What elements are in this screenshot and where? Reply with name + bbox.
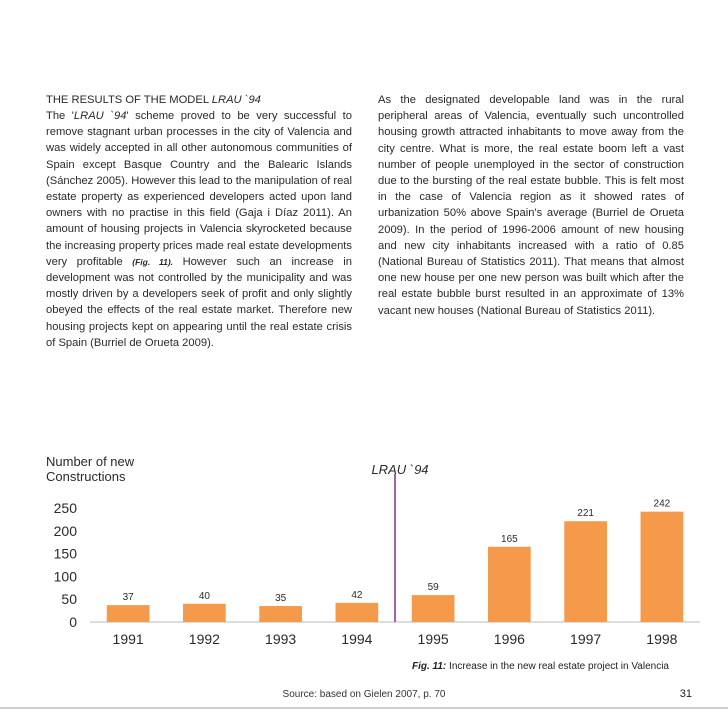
bar-1992 [183, 604, 226, 622]
x-tick-label: 1993 [265, 631, 297, 647]
bar-value-label: 35 [275, 593, 287, 605]
x-tick-label: 1995 [417, 631, 449, 647]
bar-value-label: 59 [427, 582, 439, 594]
heading-prefix: THE RESULTS OF THE MODEL [46, 94, 212, 106]
source-note: Source: based on Gielen 2007, p. 70 [282, 689, 446, 700]
y-tick-label: 100 [53, 568, 77, 585]
left-paragraph [46, 108, 352, 351]
x-tick-label: 1994 [341, 631, 373, 647]
bar-1994 [336, 603, 379, 622]
y-tick-label: 150 [53, 545, 77, 562]
y-tick-label: 200 [53, 522, 77, 539]
model-name: LRAU `94 [73, 110, 127, 122]
x-tick-label: 1992 [188, 631, 220, 647]
x-tick-label: 1996 [493, 631, 525, 647]
x-tick-label: 1991 [112, 631, 144, 647]
x-axis-ticks [113, 631, 678, 647]
figure-reference: (Fig. 11). [132, 256, 174, 267]
x-tick-label: 1997 [570, 631, 602, 647]
bar-1991 [107, 605, 150, 622]
footer-divider [0, 707, 728, 709]
bar-chart [0, 450, 728, 680]
quote-open: The ' [46, 110, 74, 122]
page-number: 31 [679, 688, 692, 700]
bar-value-label: 42 [351, 589, 363, 601]
right-paragraph: As the designated developable land was in the rural peripheral areas of Valencia, eventually such uncontrolled housing growth attracted inhabitants to move away from the city centre. What is more, the real estate boom left a vast number of people unemployed in the sector of construction due to the bursting of the real estate bubble. This is felt most in the case of Valencia region as it showed rates of urbanization 50% above Spain's average (Burriel de Orueta 2009). In the period of 1996-2006 amount of new housing and new city inhabitants increased with a ratio of 0.85 (National Bureau of Statistics 2011). That means that almost one new house per one new person was built which after the real estate bubble burst resulted in an approximate of 13% vacant new houses (National Bureau of Statistics 2011). [378, 94, 684, 317]
caption-label: Fig. 11: [412, 661, 447, 672]
bar-1996 [488, 547, 531, 622]
bar-1993 [259, 606, 302, 622]
paragraph-part-2: However such an increase in development was not controlled by the municipality and was mostly driven by a developers seek of profit and only slightly obeyed the effects of the real estate market. Therefore new housing projects kept on appearing until the real estate crisis of Spain (Burriel de Orueta 2009). [46, 255, 352, 349]
y-tick-label: 250 [53, 500, 77, 516]
bar-value-label: 37 [122, 592, 134, 604]
paragraph-part-1: ' scheme proved to be very successful to remove stagnant urban processes in the city of Valencia and was widely accepted in all other autonomous communities of Spain except Basque Country and the Balearic Islands (Sánchez 2005). However this lead to the manipulation of real estate property as experienced developers acted upon land owners with no practise in this field (Gaja i Díaz 2011). An amount of housing projects in Valencia skyrocketed because the increasing property prices made real estate developments very profitable [46, 110, 352, 268]
y-axis-ticks [54, 500, 78, 630]
left-column [46, 92, 352, 351]
caption-text: Increase in the new real estate project in Valencia [446, 661, 669, 672]
bar-value-label: 221 [577, 508, 594, 520]
y-tick-label: 50 [61, 591, 77, 608]
y-axis-label-line2: Constructions [46, 469, 126, 484]
y-axis-label-line1: Number of new [46, 454, 135, 469]
figure-caption [412, 661, 669, 672]
x-tick-label: 1998 [646, 631, 678, 647]
bar-value-label: 242 [653, 498, 671, 510]
y-tick-label: 0 [69, 614, 77, 630]
lrau-marker-label: LRAU `94 [371, 462, 429, 477]
bar-1998 [641, 512, 684, 622]
bar-1997 [564, 521, 607, 622]
heading-model: LRAU `94 [211, 94, 261, 106]
section-heading [46, 92, 352, 108]
bar-1995 [412, 595, 455, 622]
bar-value-label: 40 [198, 590, 210, 602]
right-column [378, 92, 684, 319]
bar-value-label: 165 [501, 533, 518, 545]
